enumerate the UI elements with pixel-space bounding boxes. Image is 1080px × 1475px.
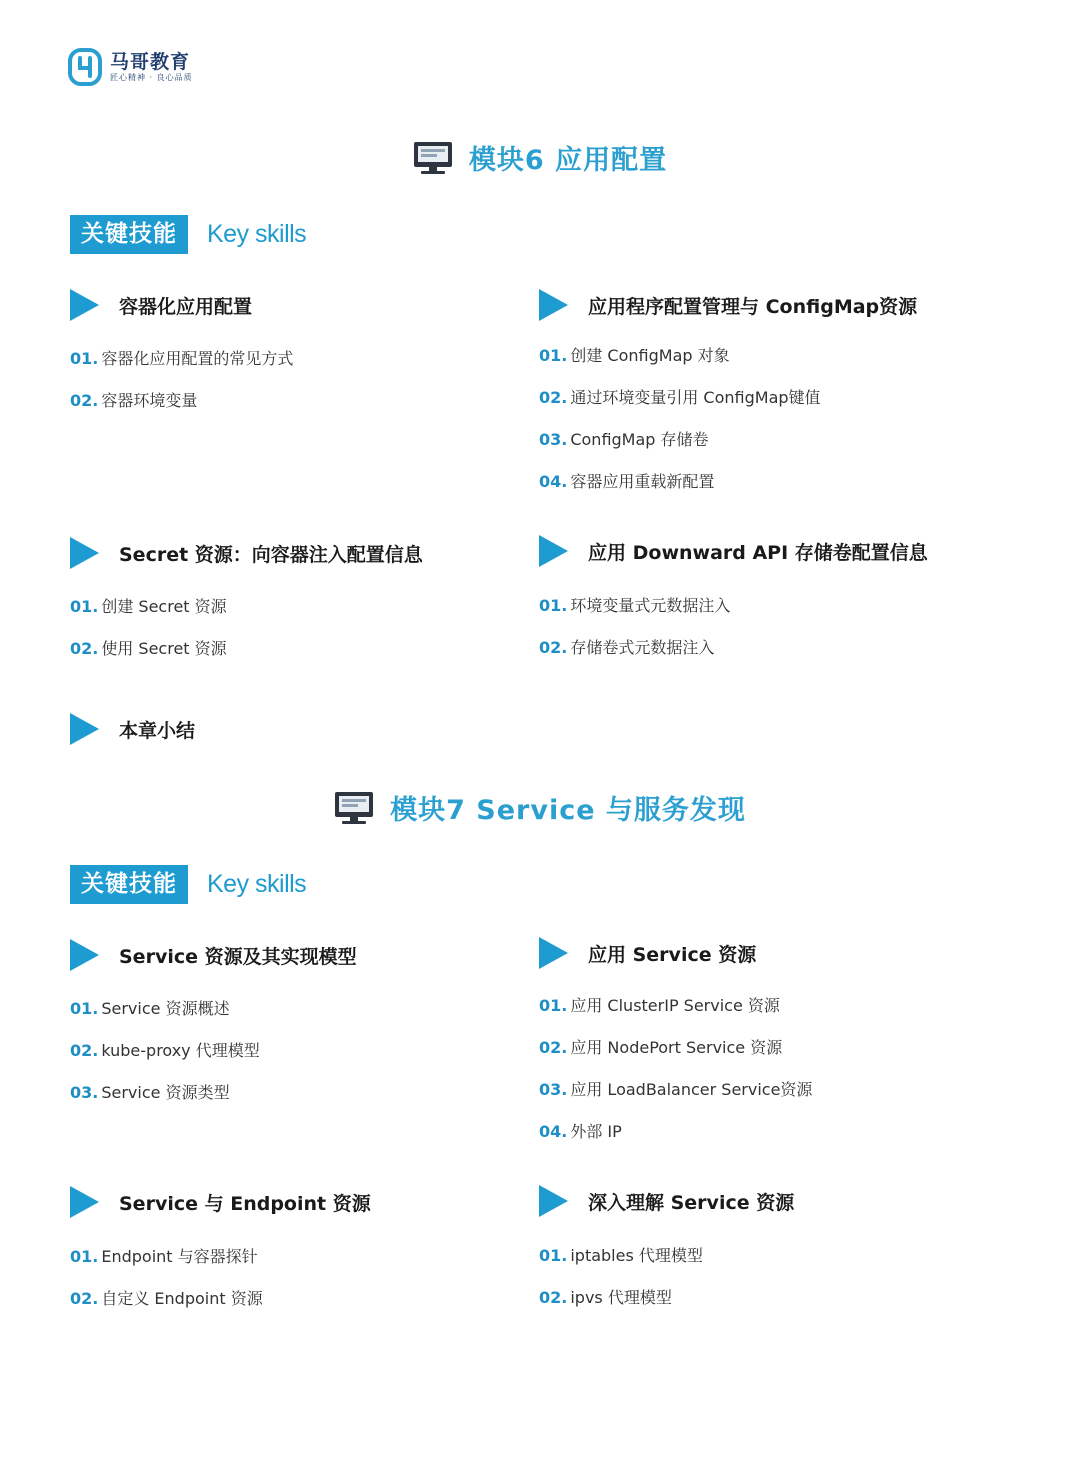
list-item	[70, 1038, 260, 1080]
item-number: 01.	[539, 996, 568, 1015]
triangle-bullet-icon	[70, 537, 99, 569]
item-text: 容器化应用配置的常见方式	[101, 349, 294, 368]
module-6-title	[0, 138, 1080, 177]
list-item	[539, 635, 730, 677]
triangle-bullet-icon	[539, 937, 568, 969]
topic-heading	[70, 1186, 371, 1218]
list-item	[539, 1077, 812, 1119]
item-number: 02.	[539, 1038, 568, 1057]
list-item	[70, 388, 293, 430]
item-text: 存储卷式元数据注入	[570, 638, 715, 657]
triangle-bullet-icon	[70, 939, 99, 971]
list-item	[539, 385, 821, 427]
list-item	[539, 593, 730, 635]
key-skills-label-cn: 关键技能	[70, 865, 188, 904]
brand-name: 马哥教育	[110, 51, 191, 73]
triangle-bullet-icon	[70, 713, 99, 745]
item-number: 02.	[539, 638, 568, 657]
module-7-title	[0, 788, 1080, 827]
item-text: 外部 IP	[570, 1122, 622, 1141]
item-text: 自定义 Endpoint 资源	[101, 1289, 263, 1308]
item-number: 01.	[70, 349, 99, 368]
item-text: ConfigMap 存储卷	[570, 430, 709, 449]
item-text: 环境变量式元数据注入	[570, 596, 731, 615]
key-skills-label-cn: 关键技能	[70, 215, 188, 254]
item-number: 02.	[539, 1288, 568, 1307]
key-skills-label-en: Key skills	[207, 870, 307, 898]
topic-heading	[70, 939, 357, 971]
item-number: 01.	[70, 597, 99, 616]
item-text: 应用 LoadBalancer Service资源	[570, 1080, 813, 1099]
topic-item-list	[539, 993, 812, 1161]
key-skills-header	[70, 865, 306, 904]
topic-item-list	[70, 346, 293, 430]
topic-title: Service 资源及其实现模型	[119, 945, 357, 968]
monitor-icon	[334, 791, 374, 825]
item-text: Service 资源类型	[101, 1083, 230, 1102]
item-text: 使用 Secret 资源	[101, 639, 227, 658]
item-text: 通过环境变量引用 ConfigMap键值	[570, 388, 821, 407]
item-number: 02.	[70, 1041, 99, 1060]
topic-item-list	[539, 343, 821, 511]
brand-logo-icon	[68, 48, 102, 86]
topic-title: 应用 Service 资源	[588, 943, 757, 966]
brand-logo	[68, 48, 193, 86]
item-number: 01.	[539, 1246, 568, 1265]
triangle-bullet-icon	[539, 1185, 568, 1217]
item-number: 02.	[70, 391, 99, 410]
list-item	[539, 1035, 812, 1077]
list-item	[70, 636, 227, 678]
list-item	[539, 1243, 703, 1285]
item-text: 应用 NodePort Service 资源	[570, 1038, 783, 1057]
topic-title: 应用程序配置管理与 ConfigMap资源	[588, 295, 918, 318]
item-text: Endpoint 与容器探针	[101, 1247, 258, 1266]
topic-title: 深入理解 Service 资源	[588, 1191, 795, 1214]
item-number: 02.	[70, 639, 99, 658]
item-number: 01.	[539, 346, 568, 365]
topic-heading	[70, 289, 252, 321]
topic-item-list	[539, 593, 730, 677]
topic-title: 本章小结	[119, 719, 196, 742]
list-item	[539, 469, 821, 511]
list-item	[539, 1285, 703, 1327]
topic-title: 容器化应用配置	[119, 295, 253, 318]
item-number: 03.	[539, 1080, 568, 1099]
topic-heading	[539, 1185, 794, 1217]
list-item	[70, 346, 293, 388]
triangle-bullet-icon	[70, 1186, 99, 1218]
item-number: 04.	[539, 1122, 568, 1141]
topic-heading	[539, 937, 756, 969]
item-text: 创建 Secret 资源	[101, 597, 227, 616]
item-number: 02.	[539, 388, 568, 407]
list-item	[70, 1286, 263, 1328]
item-text: ipvs 代理模型	[570, 1288, 672, 1307]
item-text: 创建 ConfigMap 对象	[570, 346, 730, 365]
topic-title: Secret 资源：向容器注入配置信息	[119, 543, 423, 566]
topic-heading	[70, 537, 423, 569]
topic-item-list	[70, 1244, 263, 1328]
topic-title: 应用 Downward API 存储卷配置信息	[588, 541, 928, 564]
item-text: iptables 代理模型	[570, 1246, 703, 1265]
item-number: 01.	[539, 596, 568, 615]
topic-item-list	[539, 1243, 703, 1327]
topic-heading	[70, 713, 195, 745]
monitor-icon	[413, 141, 453, 175]
topic-item-list	[70, 996, 260, 1122]
topic-title: Service 与 Endpoint 资源	[119, 1192, 371, 1215]
brand-slogan: 匠心精神 · 良心品质	[110, 73, 193, 82]
item-number: 03.	[539, 430, 568, 449]
item-text: 容器环境变量	[101, 391, 198, 410]
triangle-bullet-icon	[539, 535, 568, 567]
list-item	[70, 1080, 260, 1122]
module-title-text: 模块6 应用配置	[468, 145, 668, 176]
item-text: Service 资源概述	[101, 999, 230, 1018]
list-item	[539, 343, 821, 385]
list-item	[70, 996, 260, 1038]
item-number: 01.	[70, 1247, 99, 1266]
list-item	[539, 993, 812, 1035]
item-text: 应用 ClusterIP Service 资源	[570, 996, 780, 1015]
item-number: 01.	[70, 999, 99, 1018]
module-title-text: 模块7 Service 与服务发现	[390, 795, 746, 826]
triangle-bullet-icon	[70, 289, 99, 321]
topic-heading	[539, 289, 917, 321]
key-skills-label-en: Key skills	[207, 220, 307, 248]
item-text: kube-proxy 代理模型	[101, 1041, 260, 1060]
list-item	[70, 594, 227, 636]
list-item	[70, 1244, 263, 1286]
key-skills-header	[70, 215, 306, 254]
item-text: 容器应用重载新配置	[570, 472, 715, 491]
triangle-bullet-icon	[539, 289, 568, 321]
list-item	[539, 427, 821, 469]
item-number: 04.	[539, 472, 568, 491]
item-number: 03.	[70, 1083, 99, 1102]
item-number: 02.	[70, 1289, 99, 1308]
list-item	[539, 1119, 812, 1161]
topic-heading	[539, 535, 928, 567]
topic-item-list	[70, 594, 227, 678]
